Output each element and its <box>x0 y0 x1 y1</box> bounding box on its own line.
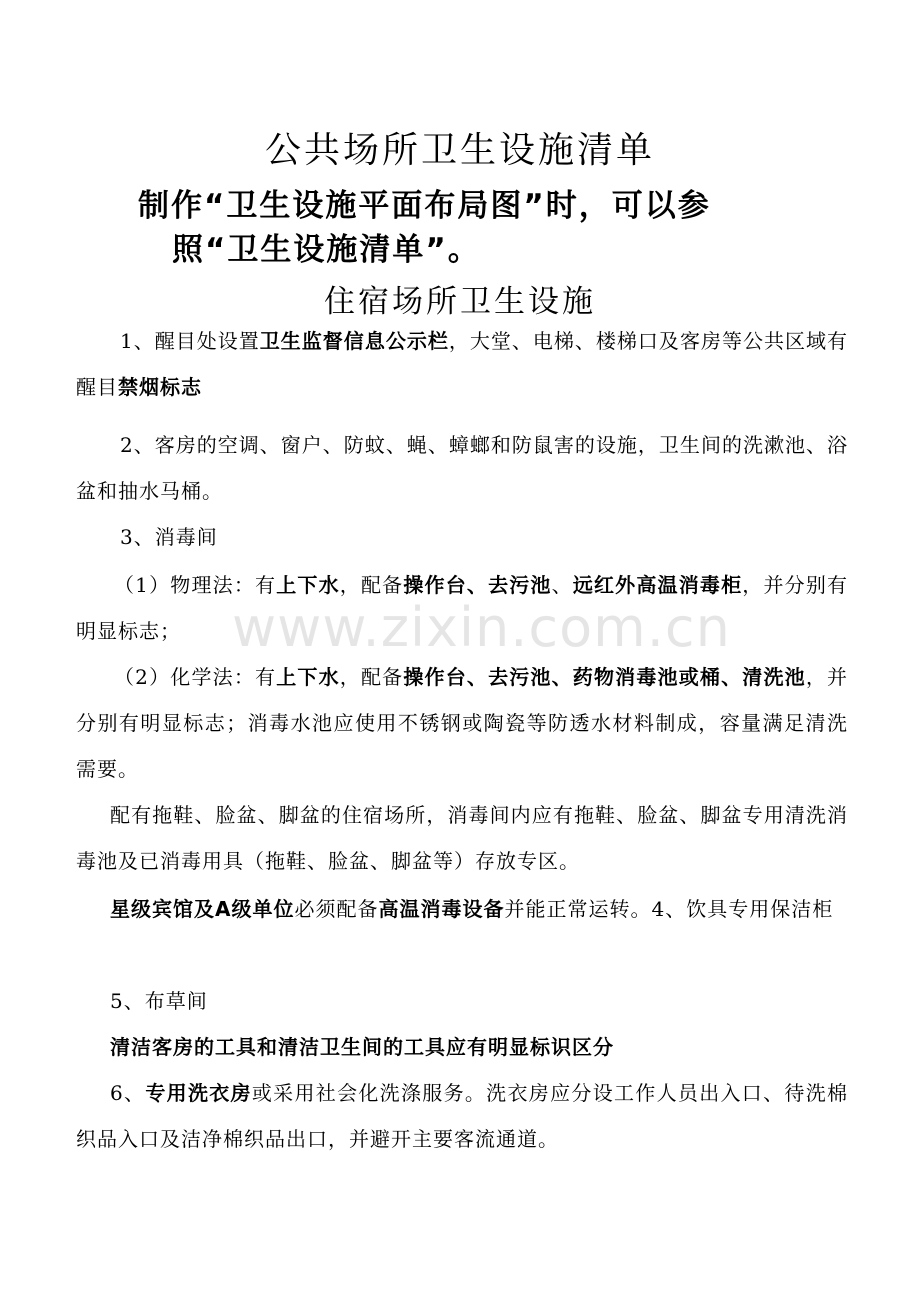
instruction-note-line1: 制作“卫生设施平面布局图”时，可以参 <box>138 188 711 224</box>
item-3-2-paragraph <box>76 654 848 792</box>
star-hotel-bold-text: 星级宾馆及A级单位 <box>110 897 295 921</box>
item-3-1-text-2: ，配备 <box>339 573 404 597</box>
slipper-basin-text: 配有拖鞋、脸盆、脚盆的住宿场所，消毒间内应有拖鞋、脸盆、脚盆专用清洗消毒池及已消毒用具（拖鞋、脸盆、脚盆等）存放专区。 <box>76 803 848 873</box>
item-3-1-paragraph <box>76 562 848 654</box>
item-6-bold-text: 专用洗衣房 <box>145 1081 252 1105</box>
item-3-1-text-3: 、 <box>551 573 573 597</box>
item-1-text: 1、醒目处设置 <box>120 329 260 353</box>
item-1-bold-text-2: 禁烟标志 <box>118 375 202 399</box>
item-1-bold-text: 卫生监督信息公示栏 <box>259 329 449 353</box>
item-3-2-bold-text: 上下水 <box>276 665 340 689</box>
item-3-2-text: （2）化学法：有 <box>114 665 277 689</box>
item-5-text: 5、布草间 <box>110 989 208 1013</box>
watermark: www.zixin.com.cn <box>232 596 731 659</box>
tools-paragraph <box>110 1024 882 1070</box>
item-2-text: 2、客房的空调、窗户、防蚊、蝇、蟑螂和防鼠害的设施，卫生间的洗漱池、浴盆和抽水马桶。 <box>76 433 848 503</box>
item-6-paragraph <box>76 1070 848 1162</box>
item-6-text-2: 或采用社会化洗涤服务。洗衣房应分设工作人员出入口、待洗棉织品入口及洁净棉织品出口，并避开主要客流通道。 <box>76 1081 849 1151</box>
item-1-text-2: ，大堂、电梯、楼梯口及客房等公共区域有醒目 <box>76 329 848 399</box>
item-3-1-text: （1）物理法：有 <box>114 573 277 597</box>
item-3-1-bold-text-2: 操作台、去污池 <box>403 573 552 597</box>
slipper-basin-paragraph <box>76 792 848 884</box>
item-3-1-bold-text: 上下水 <box>276 573 340 597</box>
instruction-note-line2: 照“卫生设施清单”。 <box>172 232 481 268</box>
item-3-1-text-4: ，并分别有明显标志； <box>76 573 849 643</box>
item-3-2-bold-text-2: 操作台、去污池、药物消毒池或桶、清洗池 <box>403 665 806 689</box>
star-hotel-bold-text-2: 高温消毒设备 <box>378 897 505 921</box>
item-6-text: 6、 <box>110 1081 146 1105</box>
page-title: 公共场所卫生设施清单 <box>264 130 655 171</box>
item-3-text: 3、消毒间 <box>120 525 218 549</box>
star-hotel-paragraph <box>110 886 848 932</box>
item-3-2-text-2: ，配备 <box>339 665 404 689</box>
item-3-2-text-3: ，并分别有明显标志；消毒水池应使用不锈钢或陶瓷等防透水材料制成，容量满足清洗需要。 <box>76 665 849 781</box>
item-3-1-bold-text-3: 远红外高温消毒柜 <box>572 573 743 597</box>
item-5-paragraph <box>110 978 882 1024</box>
star-hotel-text-2: 并能正常运转。4、饮具专用保洁柜 <box>504 897 834 921</box>
item-1-paragraph <box>76 318 848 410</box>
section-title: 住宿场所卫生设施 <box>324 284 596 320</box>
item-2-paragraph <box>76 422 848 514</box>
star-hotel-text: 必须配备 <box>294 897 379 921</box>
item-3-paragraph <box>76 514 848 560</box>
tools-bold-text: 清洁客房的工具和清洁卫生间的工具应有明显标识区分 <box>110 1035 614 1059</box>
